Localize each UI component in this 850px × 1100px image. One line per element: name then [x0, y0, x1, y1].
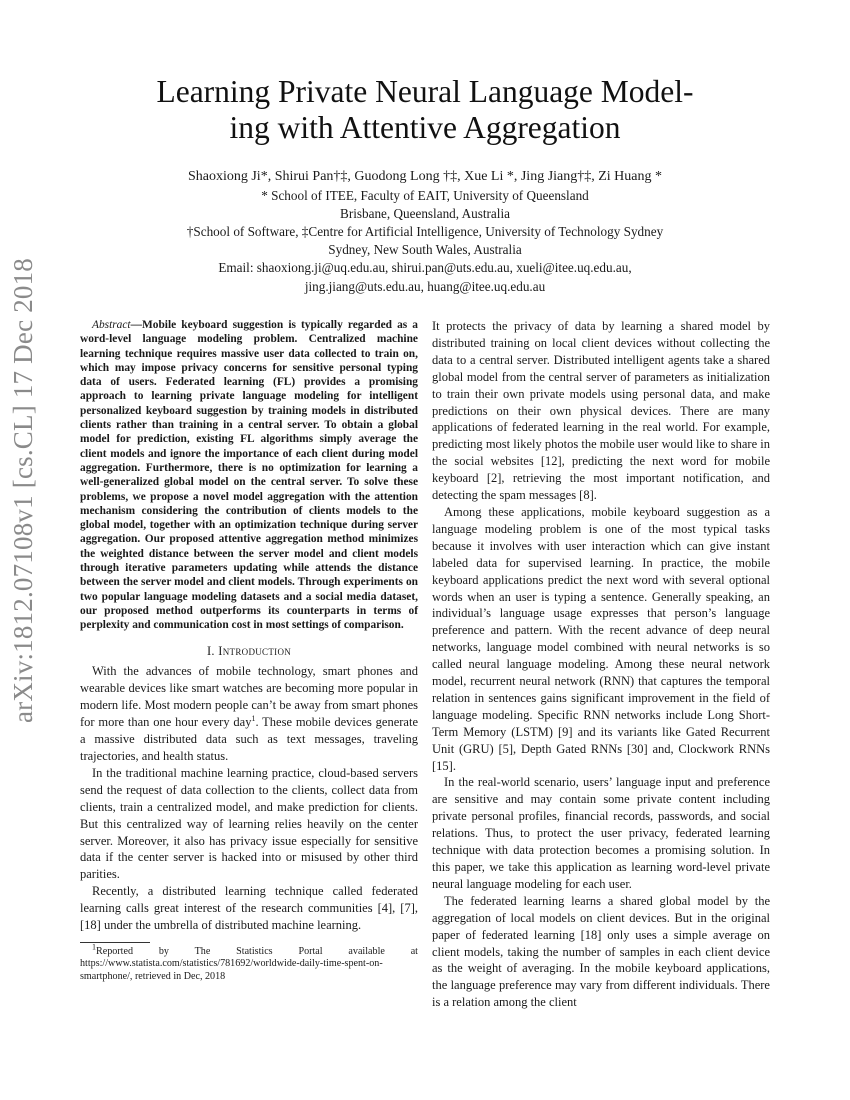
right-paragraph-4: The federated learning learns a shared global model by the aggregation of local models on client devices. But in the original paper of federated learning [18] only uses a simple average on client models, taking the number of samples in each client device as the weight of averaging. In the mobile keyboard applications, the language preference may vary from different individuals. There is a relation among the client — [432, 893, 770, 1010]
abstract-label: Abstract — [92, 319, 131, 331]
section-numeral: I. — [206, 643, 219, 658]
title-line-1: Learning Private Neural Language Model- — [156, 74, 694, 109]
email-line-1: Email: shaoxiong.ji@uq.edu.au, shirui.pan@uts.edu.au, xueli@itee.uq.edu.au, — [218, 260, 632, 276]
affiliation-2-location: Sydney, New South Wales, Australia — [328, 242, 522, 258]
abstract — [80, 318, 418, 633]
affiliation-2: †School of Software, ‡Centre for Artificial Intelligence, University of Technology Sydney — [186, 224, 664, 240]
affiliation-1: * School of ITEE, Faculty of EAIT, University of Queensland — [261, 188, 589, 204]
affiliation-1-location: Brisbane, Queensland, Australia — [340, 206, 510, 222]
intro-paragraph-3: Recently, a distributed learning technique called federated learning calls great interest of the research communities [4], [7], [18] under the umbrella of distributed machine learning. — [80, 884, 418, 933]
arxiv-id: arXiv:1812.07108v1 [cs.CL] 17 Dec 2018 — [8, 257, 39, 723]
footnote-ref: 1 — [251, 714, 256, 723]
right-column — [432, 318, 770, 1011]
section-heading-introduction — [80, 643, 418, 660]
paper-title — [80, 74, 770, 146]
abstract-text: —Mobile keyboard suggestion is typically regarded as a word-level language modeling problem. Centralized machine learning technique requires massive user data collected to train on, which may impose privacy concerns for sensitive personal typing data of users. Federated learning (FL) provides a promising approach to learning private language modeling for intelligent personalized keyboard suggestion by training models in distributed clients rather than training in a central server. To obtain a global model for prediction, existing FL algorithms simply average the client models and ignore the importance of each client during model aggregation. Furthermore, there is no optimization for learning a well-generalized global model on the central server. To solve these problems, we propose a novel model aggregation with the attention mechanism considering the contribution of clients models to the global model, together with an optimization technique during server aggregation. Our proposed attentive aggregation method minimizes the weighted distance between the server model and client models through iterative parameters updating while attends the distance between the server model and client models. Through experiments on two popular language modeling datasets and a social media dataset, our proposed method outperforms its counterparts in terms of perplexity and communication cost in most settings of comparison. — [80, 319, 418, 632]
arxiv-stamp — [4, 257, 44, 723]
section-title: Introduction — [218, 643, 292, 658]
footnote-mark: 1 — [92, 942, 96, 952]
footnote-rule — [80, 942, 150, 943]
right-paragraph-1: It protects the privacy of data by learning a shared model by distributed training on local client devices without collecting the data to a central server. Distributed intelligent agents take a shared global model from the central server of parameters as initialization to train their own private models using personal data, and make predictions on their own physical devices. There are many applications of federated learning in the real world. For example, predicting most likely photos the mobile user would like to share in the social websites [12], predicting the next word for mobile keyboard [2], retrieving the most important notification, and detecting the spam messages [8]. — [432, 319, 770, 503]
footnote-text: Reported by The Statistics Portal available at https://www.statista.com/statistics/781692/worldwide-daily-time-spent-on-smartphone/, retrieved in Dec, 2018 — [80, 945, 418, 982]
title-line-2: ing with Attentive Aggregation — [229, 110, 621, 145]
author-names: Shaoxiong Ji*, Shirui Pan†‡, Guodong Long †‡, Xue Li *, Jing Jiang†‡, Zi Huang * — [187, 169, 663, 184]
right-paragraph-2: Among these applications, mobile keyboard suggestion as a language modeling problem is one of the most typical tasks because it involves with user interaction which can give instant labeled data for supervised learning. In practice, the mobile keyboard applications predict the next word with several optional words when an user is typing a sentence. Generally speaking, an individual’s language usage expresses that person’s language preference and pattern. With the recent advance of deep neural networks, language model combined with neural networks is so called neural language modeling. Among these neural network model, recurrent neural network (RNN) that captures the temporal relation in sentences gains significant improvement in the field of language modeling. Specific RNN networks include Long Short-Term Memory (LSTM) [9] and its variants like Gated Recurrent Unit (GRU) [5], Depth Gated RNNs [30] and, Clockwork RNNs [15]. — [432, 504, 770, 773]
intro-paragraph-1 — [80, 663, 418, 764]
intro-p1-text: With the advances of mobile technology, smart phones and wearable devices like smart watches are becoming more popular in modern life. Most modern people can’t be away from smart phones for more than one hour every day — [80, 664, 418, 730]
title-block — [80, 74, 770, 146]
email-line-2: jing.jiang@uts.edu.au, huang@itee.uq.edu.au — [304, 278, 546, 294]
right-paragraph-3: In the real-world scenario, users’ language input and preference are sensitive and may contain some private content including private personal profiles, financial records, passwords, and social relations. Thus, to protect the user privacy, federated learning technique with data protection becomes a promising solution. In this paper, we take this application as learning word-level private neural language modeling for each user. — [432, 775, 770, 891]
intro-p1-end: . These mobile devices generate a massive distributed data such as text messages, traveling trajectories, and health status. — [80, 715, 418, 763]
left-column — [80, 318, 418, 983]
footnote — [80, 942, 418, 983]
authors-block — [80, 168, 770, 296]
intro-paragraph-2: In the traditional machine learning practice, cloud-based servers send the request of data collection to the clients, collect data from clients, train a centralized model, and make prediction for clients. But this centralized way of learning relies heavily on the center server. Moreover, it also has privacy issue especially for sensitive data if the center server is hacked into or misused by other third parities. — [80, 765, 418, 882]
